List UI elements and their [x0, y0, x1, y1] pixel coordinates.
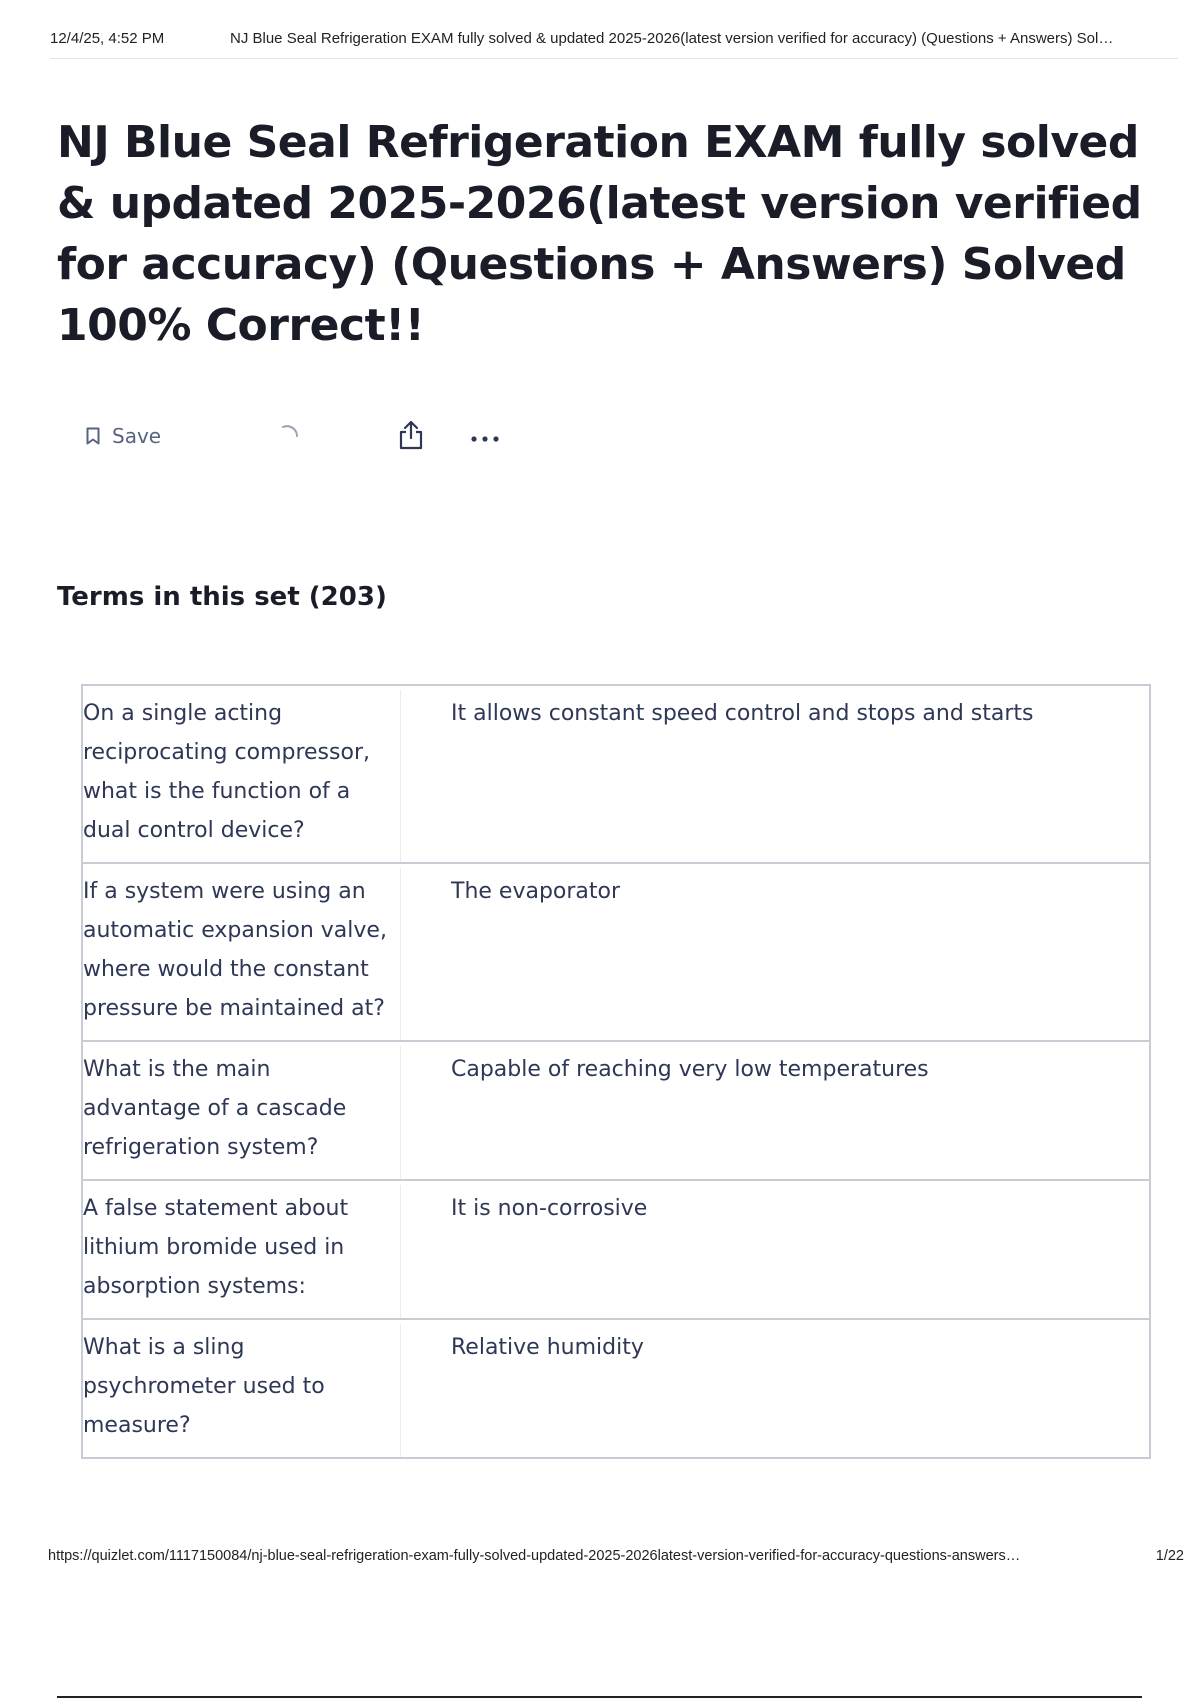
print-date: 12/4/25, 4:52 PM	[50, 30, 165, 47]
print-header	[50, 28, 1178, 59]
terms-table	[81, 684, 1151, 1459]
page-url: https://quizlet.com/1117150084/nj-blue-seal-refrigeration-exam-fully-solved-updated-2025-2026latest-version-verified-for-accuracy-questions-answers…	[48, 1548, 1021, 1564]
term-row	[83, 686, 1149, 864]
bookmark-icon	[86, 427, 100, 445]
term-question: If a system were using an automatic expansion valve, where would the constant pressure be maintained at?	[83, 868, 401, 1040]
term-definition: Capable of reaching very low temperatures	[451, 1057, 929, 1082]
share-button[interactable]	[398, 420, 424, 455]
more-horizontal-icon	[470, 435, 500, 443]
term-question: On a single acting reciprocating compressor, what is the function of a dual control device?	[83, 690, 401, 862]
term-definition: It allows constant speed control and stops and starts	[451, 701, 1034, 726]
save-button[interactable]	[86, 424, 161, 448]
page-number: 1/22	[1155, 1548, 1184, 1564]
term-row	[83, 864, 1149, 1042]
term-question: What is a sling psychrometer used to measure?	[83, 1324, 401, 1457]
divider	[57, 1696, 1142, 1698]
terms-heading: Terms in this set (203)	[57, 582, 387, 612]
more-options-button[interactable]	[470, 430, 500, 448]
term-row	[83, 1181, 1149, 1320]
loading-spinner-icon	[278, 422, 302, 451]
term-question: A false statement about lithium bromide used in absorption systems:	[83, 1185, 401, 1318]
action-bar	[86, 418, 526, 458]
term-row	[83, 1320, 1149, 1457]
print-document-title: NJ Blue Seal Refrigeration EXAM fully solved & updated 2025-2026(latest version verified for accuracy) (Questions + Answers) Sol…	[230, 30, 1114, 47]
term-definition: Relative humidity	[451, 1335, 644, 1360]
save-label: Save	[112, 424, 162, 448]
term-definition: The evaporator	[451, 879, 621, 904]
term-definition: It is non-corrosive	[451, 1196, 648, 1221]
term-row	[83, 1042, 1149, 1181]
page-title: NJ Blue Seal Refrigeration EXAM fully solved & updated 2025-2026(latest version verified for accuracy) (Questions + Answers) Solved 100% Correct!!	[57, 117, 1142, 351]
term-question: What is the main advantage of a cascade refrigeration system?	[83, 1046, 401, 1179]
share-icon	[398, 420, 424, 450]
